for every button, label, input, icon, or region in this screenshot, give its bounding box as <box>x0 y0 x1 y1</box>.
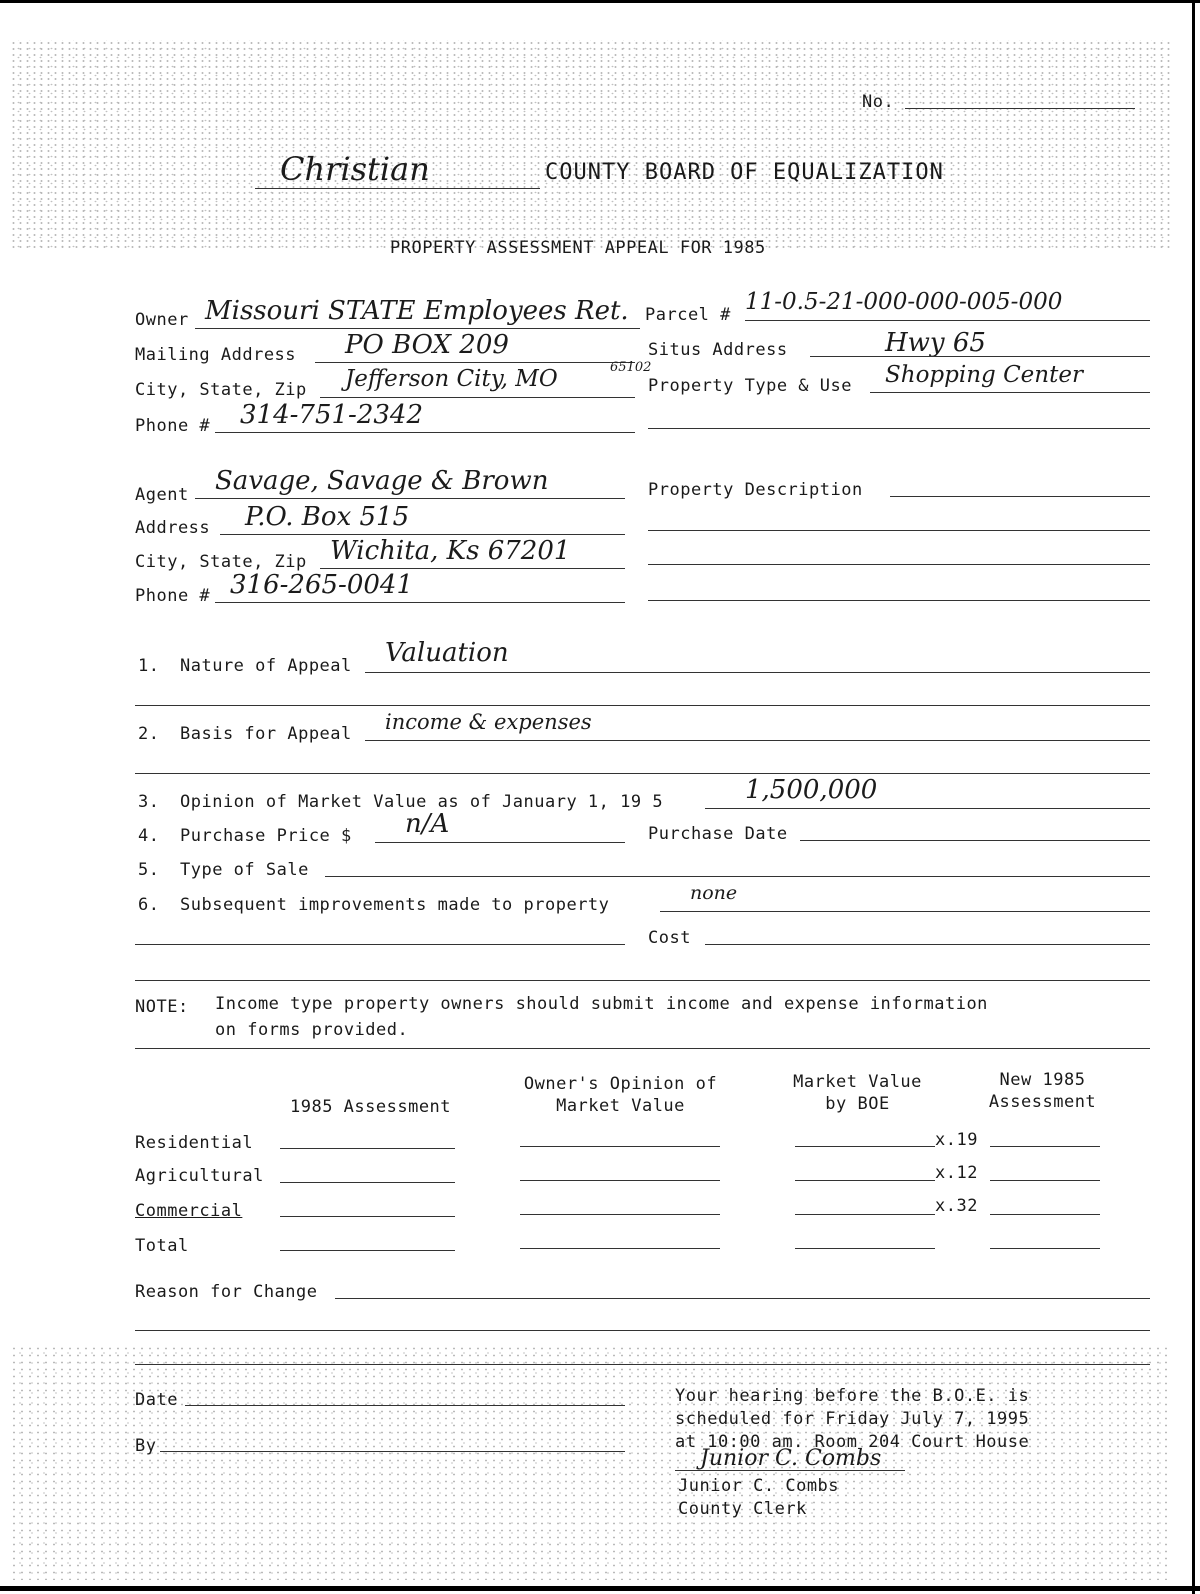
q1-value: Valuation <box>385 638 509 668</box>
agent-address-line <box>220 534 625 535</box>
parcel-line <box>745 320 1150 321</box>
agricultural-boe-line <box>795 1180 935 1181</box>
county-name: Christian <box>280 150 430 188</box>
owner-city-label: City, State, Zip <box>135 380 307 400</box>
agent-city-label: City, State, Zip <box>135 552 307 572</box>
agent-line <box>195 498 625 499</box>
q3-value: 1,500,000 <box>745 775 878 805</box>
q2-value: income & expenses <box>385 710 592 734</box>
cost-label: Cost <box>648 928 691 948</box>
q3-label: Opinion of Market Value as of January 1, 19 5 <box>180 792 664 812</box>
residential-multiplier: x.19 <box>935 1130 978 1150</box>
scan-bottom-edge <box>0 1586 1200 1591</box>
scan-top-edge <box>0 0 1200 3</box>
by-line <box>160 1451 625 1452</box>
col-new-assessment-line1: New 1985 <box>999 1070 1086 1090</box>
agricultural-assessment-line <box>280 1182 455 1183</box>
form-subtitle: PROPERTY ASSESSMENT APPEAL FOR 1985 <box>390 238 766 258</box>
total-new-line <box>990 1248 1100 1249</box>
by-label: By <box>135 1436 157 1456</box>
col-1985-assessment: 1985 Assessment <box>290 1097 452 1117</box>
agent-address-value: P.O. Box 515 <box>245 502 410 532</box>
q2-label: Basis for Appeal <box>180 724 352 744</box>
parcel-label: Parcel # <box>645 305 731 325</box>
agent-value: Savage, Savage & Brown <box>215 466 549 496</box>
scan-noise-top <box>10 40 1170 250</box>
residential-assessment-line <box>280 1148 455 1149</box>
date-label: Date <box>135 1390 178 1410</box>
row-label-residential: Residential <box>135 1133 254 1153</box>
owner-phone-value: 314-751-2342 <box>240 400 423 430</box>
commercial-assessment-line <box>280 1216 455 1217</box>
reason-label: Reason for Change <box>135 1282 318 1302</box>
clerk-name: Junior C. Combs <box>678 1476 840 1496</box>
purchase-date-line <box>800 840 1150 841</box>
clerk-title: County Clerk <box>678 1499 807 1519</box>
purchase-date-label: Purchase Date <box>648 824 788 844</box>
q5-line <box>325 876 1150 877</box>
commercial-opinion-line <box>520 1214 720 1215</box>
agent-city-line <box>320 568 625 569</box>
description-line-2 <box>648 530 1150 531</box>
row-label-agricultural: Agricultural <box>135 1166 264 1186</box>
owner-zip-value: 65102 <box>610 360 652 375</box>
q1-label: Nature of Appeal <box>180 656 352 676</box>
no-line <box>905 108 1135 109</box>
date-line <box>185 1405 625 1406</box>
cost-line <box>705 944 1150 945</box>
agricultural-opinion-line <box>520 1180 720 1181</box>
owner-city-line <box>320 397 635 398</box>
reason-line-3 <box>135 1364 1150 1365</box>
q2-number: 2. <box>138 724 160 744</box>
agent-phone-value: 316-265-0041 <box>230 570 413 600</box>
description-line-3 <box>648 564 1150 565</box>
commercial-multiplier: x.32 <box>935 1196 978 1216</box>
hearing-line-2: scheduled for Friday July 7, 1995 <box>675 1409 1030 1429</box>
county-line <box>255 188 540 189</box>
board-title: COUNTY BOARD OF EQUALIZATION <box>545 160 944 185</box>
col-new-assessment-line2: Assessment <box>988 1092 1097 1112</box>
owner-label: Owner <box>135 310 189 330</box>
row-label-total: Total <box>135 1236 189 1256</box>
q6-number: 6. <box>138 895 160 915</box>
q1-number: 1. <box>138 656 160 676</box>
col-market-value-line2: by BOE <box>825 1094 890 1114</box>
q4-line <box>375 842 625 843</box>
q6-line-2 <box>135 944 625 945</box>
hearing-line-3: at 10:00 am. Room 204 Court House <box>675 1432 1030 1452</box>
agent-city-value: Wichita, Ks 67201 <box>330 536 571 566</box>
q6-value: none <box>690 882 738 904</box>
reason-line-2 <box>135 1330 1150 1331</box>
q4-label: Purchase Price $ <box>180 826 352 846</box>
q6-label: Subsequent improvements made to property <box>180 895 610 915</box>
parcel-value: 11-0.5-21-000-000-005-000 <box>745 289 1063 315</box>
scan-noise-bottom <box>10 1345 1170 1580</box>
property-type-label: Property Type & Use <box>648 376 852 396</box>
property-description-label: Property Description <box>648 480 863 500</box>
q3-number: 3. <box>138 792 160 812</box>
note-line-1: Income type property owners should submit income and expense information <box>215 994 988 1014</box>
situs-label: Situs Address <box>648 340 788 360</box>
residential-new-line <box>990 1146 1100 1147</box>
agent-address-label: Address <box>135 518 211 538</box>
signature-line <box>675 1470 905 1471</box>
situs-line <box>810 356 1150 357</box>
q6-line-3 <box>135 980 1150 981</box>
mailing-line <box>315 362 635 363</box>
col-owner-opinion-line1: Owner's Opinion of <box>523 1074 718 1094</box>
q4-value: n/A <box>405 809 450 839</box>
commercial-new-line <box>990 1214 1100 1215</box>
q2-line-2 <box>135 773 1150 774</box>
reason-line-1 <box>335 1298 1150 1299</box>
agent-phone-label: Phone # <box>135 586 211 606</box>
q6-line <box>660 911 1150 912</box>
mailing-label: Mailing Address <box>135 345 297 365</box>
residential-opinion-line <box>520 1146 720 1147</box>
property-type-line-2 <box>648 428 1150 429</box>
description-line-1 <box>890 496 1150 497</box>
owner-phone-line <box>215 432 635 433</box>
no-label: No. <box>862 92 895 112</box>
q3-line <box>705 808 1150 809</box>
property-type-value: Shopping Center <box>885 362 1083 388</box>
owner-city-value: Jefferson City, MO <box>345 366 558 392</box>
agricultural-new-line <box>990 1180 1100 1181</box>
clerk-signature: Junior C. Combs <box>700 1446 882 1471</box>
q1-line-2 <box>135 705 1150 706</box>
note-label: NOTE: <box>135 997 189 1017</box>
owner-phone-label: Phone # <box>135 416 211 436</box>
description-line-4 <box>648 600 1150 601</box>
situs-value: Hwy 65 <box>885 328 986 358</box>
scan-right-edge <box>1192 0 1195 1594</box>
col-market-value-line1: Market Value <box>793 1072 922 1092</box>
hearing-line-1: Your hearing before the B.O.E. is <box>675 1386 1030 1406</box>
row-label-commercial: Commercial <box>135 1201 243 1221</box>
q5-label: Type of Sale <box>180 860 309 880</box>
q5-number: 5. <box>138 860 160 880</box>
q2-line <box>365 740 1150 741</box>
agricultural-multiplier: x.12 <box>935 1163 978 1183</box>
note-divider <box>135 1048 1150 1049</box>
total-boe-line <box>795 1248 935 1249</box>
property-type-line <box>870 392 1150 393</box>
owner-line <box>195 328 640 329</box>
col-owner-opinion-line2: Market Value <box>556 1096 685 1116</box>
owner-value: Missouri STATE Employees Ret. <box>205 296 629 326</box>
agent-phone-line <box>215 602 625 603</box>
note-line-2: on forms provided. <box>215 1020 409 1040</box>
commercial-boe-line <box>795 1214 935 1215</box>
total-assessment-line <box>280 1250 455 1251</box>
q4-number: 4. <box>138 826 160 846</box>
mailing-value: PO BOX 209 <box>345 330 509 360</box>
agent-label: Agent <box>135 485 189 505</box>
residential-boe-line <box>795 1146 935 1147</box>
total-opinion-line <box>520 1248 720 1249</box>
q1-line <box>365 672 1150 673</box>
